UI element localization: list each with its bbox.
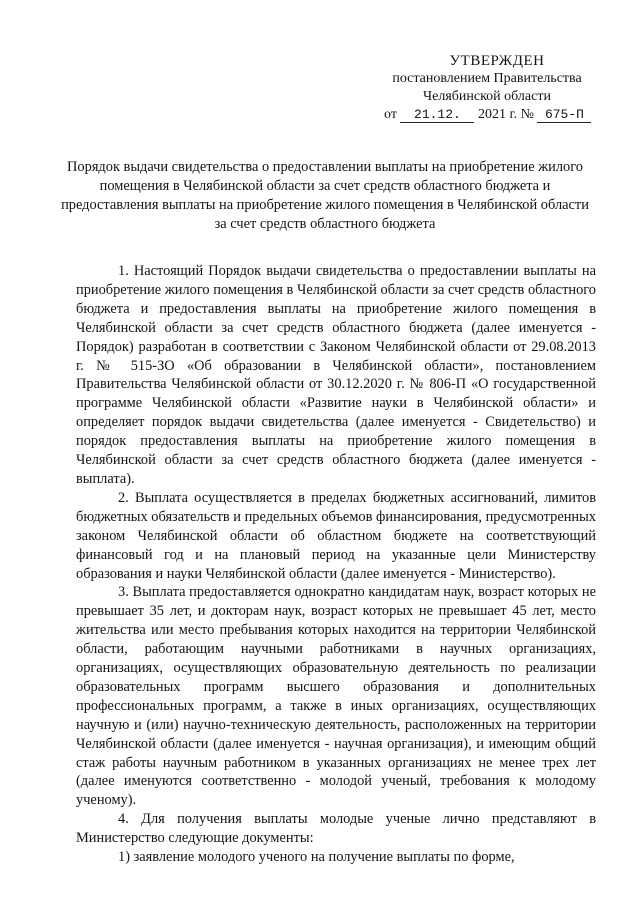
approval-block: [372, 52, 602, 124]
approval-date-line: [384, 106, 602, 124]
paragraph-1: 1. Настоящий Порядок выдачи свидетельства о предоставлении выплаты на приобретение жилого помещения в Челябинской области за счет средств областного бюджета и предоставления выплаты на приобретение жилого помещения в Челябинской области за счет средств областного бюджета (далее именуется - Порядок) разработан в соответствии с Законом Челябинской области от 29.08.2013 г. № 515-ЗО «Об образовании в Челябинской области», постановлением Правительства Челябинской области от 30.12.2020 г. № 806-П «О государственной программе Челябинской области «Развитие науки в Челябинской области» и определяет порядок выдачи свидетельства (далее именуется - Свидетельство) и порядок предоставления выплаты на приобретение жилого помещения в Челябинской области за счет средств областного бюджета (далее именуется - выплата).: [76, 263, 596, 487]
paragraph-5: 1) заявление молодого ученого на получение выплаты по форме,: [118, 849, 515, 866]
document-title: Порядок выдачи свидетельства о предоставлении выплаты на приобретение жилого помещения в Челябинской области за счет средств областного бюджета и предоставления выплаты на приобретение жилого помещения в Челябинской области за счет средств областного бюджета: [61, 159, 589, 232]
approval-date: 21.12.: [400, 107, 474, 123]
approval-line-2: Челябинской области: [423, 89, 551, 104]
approval-number: 675-П: [537, 107, 591, 123]
paragraph-3: 3. Выплата предоставляется однократно кандидатам наук, возраст которых не превышает 35 лет, и докторам наук, возраст которых не превышает 45 лет, место жительства или место пребывания которых находится на территории Челябинской области, работающим научными работниками в научных организациях, организациях, осуществляющих образовательную деятельность по реализации образовательных программ высшего образования и дополнительных профессиональных программ, а также в иных организациях, осуществляющих научную и (или) научно-техническую деятельность, расположенных на территории Челябинской области (далее именуется - научная организация), и имеющим общий стаж работы научным работником в указанных организациях не менее трех лет (далее именуются соответственно - молодой ученый, требования к молодому ученому).: [76, 584, 596, 809]
paragraph-4: 4. Для получения выплаты молодые ученые лично представляют в Министерство следующие документы:: [76, 811, 596, 847]
approval-year: 2021 г. №: [477, 107, 534, 122]
paragraph-2: 2. Выплата осуществляется в пределах бюджетных ассигнований, лимитов бюджетных обязательств и предельных объемов финансирования, предусмотренных законом Челябинской области об областном бюджете на соответствующий финансовый год и на плановый период на указанные цели Министерству образования и науки Челябинской области (далее именуется - Министерство).: [76, 489, 596, 582]
approval-line-1: постановлением Правительства: [392, 71, 582, 86]
approval-heading: УТВЕРЖДЕН: [449, 53, 545, 69]
document-body: [76, 262, 596, 867]
approval-prefix: от: [384, 107, 397, 122]
